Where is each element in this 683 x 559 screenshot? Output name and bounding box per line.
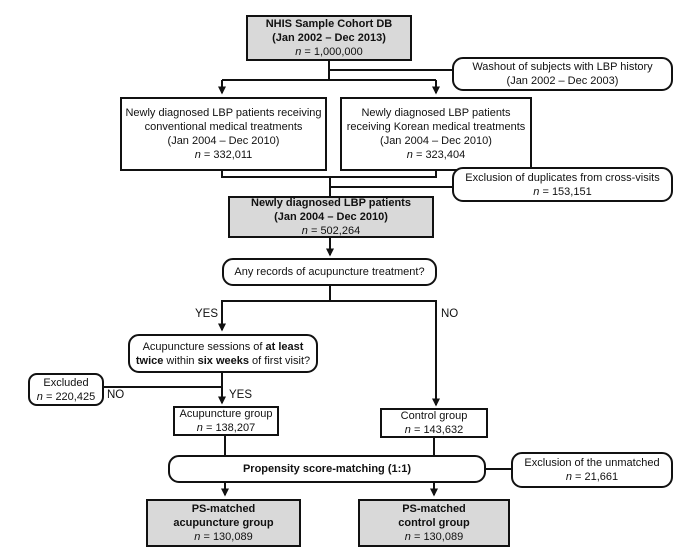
box-line: Control group [400,410,468,422]
box-korean-treatments [340,97,532,171]
box-sessions-question [128,334,318,373]
box-acupuncture-question [222,258,437,286]
box-title: acupuncture group [173,517,274,529]
box-line: Newly diagnosed LBP patients receiving [125,107,322,119]
box-title: Propensity score-matching (1:1) [242,463,412,475]
box-n: n = 130,089 [404,531,464,543]
box-exclusion-unmatched [511,452,673,488]
box-line: Excluded [43,376,89,389]
box-n: n = 143,632 [404,424,464,436]
box-line: Acupuncture group [179,408,273,420]
box-exclusion-duplicates [452,167,673,202]
label-yes-continue: YES [229,389,253,401]
box-line: Newly diagnosed LBP patients [361,107,511,119]
box-line: Exclusion of duplicates from cross-visits [465,171,660,184]
box-title: NHIS Sample Cohort DB [265,18,393,30]
box-conventional-treatments [120,97,327,171]
box-washout [452,57,673,91]
box-n: n = 138,207 [196,422,256,434]
box-n: n = 153,151 [533,185,592,198]
box-line: conventional medical treatments [144,121,303,133]
box-period: (Jan 2004 – Dec 2010) [274,211,388,223]
box-line: Acupuncture sessions of at least [142,340,304,353]
box-line: twice within six weeks of first visit? [135,354,311,367]
box-propensity-matching [168,455,486,483]
box-n: n = 323,404 [406,149,466,161]
box-line: Washout of subjects with LBP history [472,61,653,73]
box-n: n = 332,011 [194,149,253,161]
box-period: (Jan 2004 – Dec 2010) [380,135,492,147]
box-control-group [380,408,488,438]
box-line: Exclusion of the unmatched [524,457,660,469]
box-line: Any records of acupuncture treatment? [234,266,425,278]
box-n: n = 21,661 [565,471,619,483]
box-n: n = 1,000,000 [295,46,363,58]
box-acupuncture-group [173,406,279,436]
box-n: n = 130,089 [194,531,253,543]
box-period: (Jan 2002 – Dec 2013) [272,32,386,44]
box-line: receiving Korean medical treatments [346,121,526,133]
box-n: n = 502,264 [301,225,361,237]
box-ps-matched-acupuncture [146,499,301,547]
box-title: Newly diagnosed LBP patients [251,197,411,209]
box-nhis-cohort-db [246,15,412,61]
box-title: PS-matched [402,503,466,515]
box-n: n = 220,425 [36,390,96,403]
box-period: (Jan 2004 – Dec 2010) [167,135,280,147]
box-ps-matched-control [358,499,510,547]
box-title: PS-matched [191,503,256,515]
box-excluded [28,373,104,406]
box-newly-diagnosed-lbp [228,196,434,238]
label-no-branch: NO [441,308,459,320]
box-line: (Jan 2002 – Dec 2003) [506,75,619,87]
box-title: control group [398,517,470,529]
label-yes-branch: YES [194,308,218,320]
label-no-excluded: NO [107,389,125,401]
